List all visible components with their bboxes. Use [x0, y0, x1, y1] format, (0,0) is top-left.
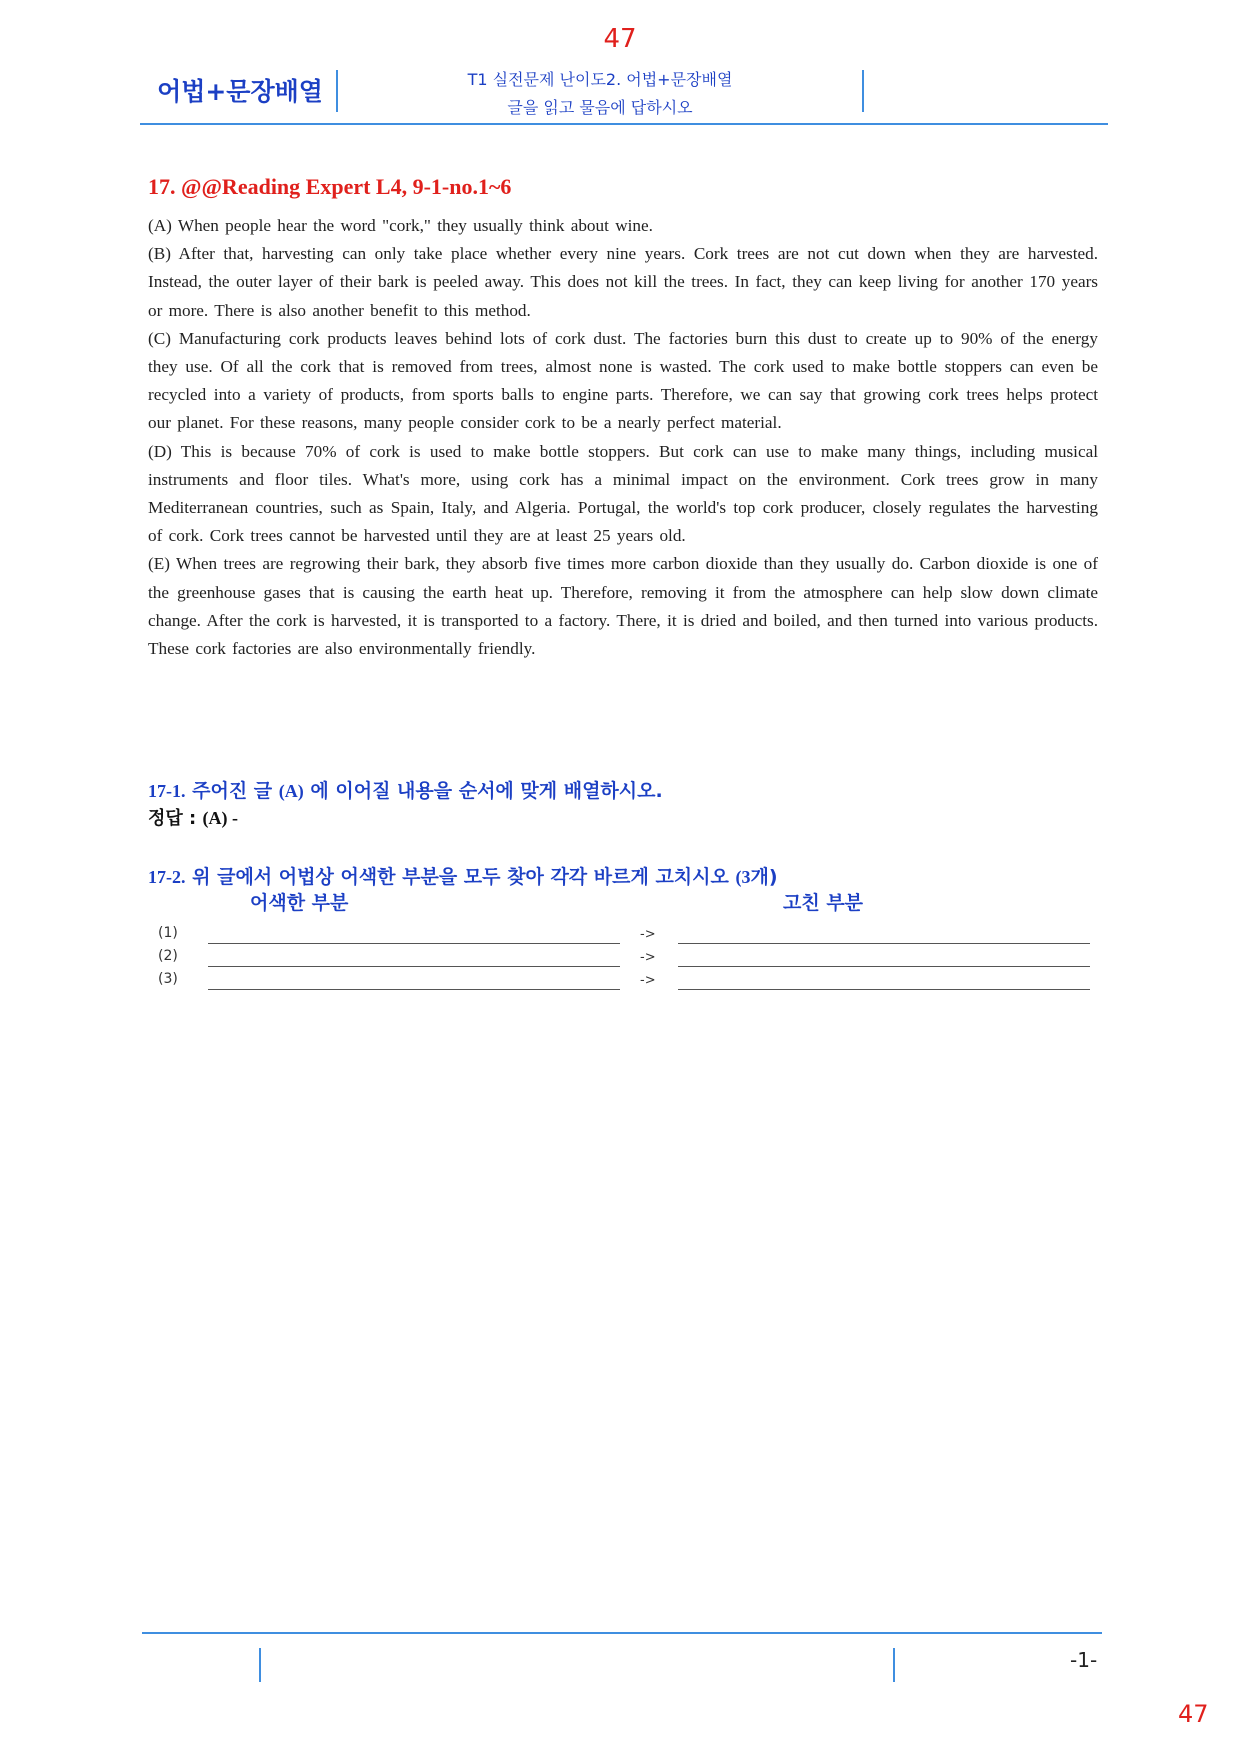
header-rule	[140, 123, 1108, 125]
row-2-wrong-blank[interactable]	[208, 966, 620, 967]
paragraph-b: (B) After that, harvesting can only take place whether every nine years. Cork trees are not cut down when they are harvested. Instead, the outer layer of their bark is peeled away. This does not kill the trees. In fact, they can keep living for another 170 years or more. There is also another benefit to this method.	[148, 244, 1098, 320]
header-subtitle-line2: 글을 읽고 물음에 답하시오	[507, 98, 693, 117]
row-1-fixed-blank[interactable]	[678, 943, 1090, 944]
sub-question-2	[148, 862, 778, 889]
sub-question-1-text-b: (A)	[278, 781, 304, 801]
row-3-wrong-blank[interactable]	[208, 989, 620, 990]
answer-value: (A) -	[202, 808, 239, 828]
question-title: 17. @@Reading Expert L4, 9-1-no.1~6	[148, 174, 512, 199]
column-header-wrong: 어색한 부분	[250, 892, 349, 914]
row-1-label: (1)	[158, 925, 178, 941]
section-title: 어법+문장배열	[157, 77, 323, 106]
row-1-arrow: ->	[640, 927, 656, 942]
corner-page-number: 47	[1178, 1700, 1209, 1728]
row-3-label: (3)	[158, 971, 178, 987]
footer-page-label: -1-	[1070, 1648, 1098, 1672]
row-3-fixed-blank[interactable]	[678, 989, 1090, 990]
paragraph-a: (A) When people hear the word "cork," they usually think about wine.	[148, 216, 653, 235]
sub-question-2-number: 17-2.	[148, 867, 186, 887]
sub-question-1-text-a: 주어진 글	[192, 780, 273, 802]
page-number-top: 47	[603, 24, 637, 54]
sub-question-2-text-a: 위 글에서 어법상 어색한 부분을 모두 찾아 각각 바르게 고치시오	[192, 866, 729, 888]
answer-line	[148, 804, 238, 830]
row-2-label: (2)	[158, 948, 178, 964]
column-header-fixed: 고친 부분	[783, 892, 864, 914]
footer-divider-left	[259, 1648, 261, 1682]
paragraph-d: (D) This is because 70% of cork is used to make bottle stoppers. But cork can use to make many things, including musical instruments and floor tiles. What's more, using cork has a minimal impact on the environment. Cork trees grow in many Mediterranean countries, such as Spain, Italy, and Algeria. Portugal, the world's top cork producer, closely regulates the harvesting of cork. Cork trees cannot be harvested until they are at least 25 years old.	[148, 441, 1098, 546]
row-2-fixed-blank[interactable]	[678, 966, 1090, 967]
sub-question-1-number: 17-1.	[148, 781, 186, 801]
header-subtitle	[340, 66, 860, 122]
paragraph-e: (E) When trees are regrowing their bark, they absorb five times more carbon dioxide than they usually do. Carbon dioxide is one of the greenhouse gases that is causing the earth heat up. Therefore, removing it from the atmosphere can help slow down climate change. After the cork is harvested, it is transported to a factory. There, it is dried and boiled, and then turned into various products. These cork factories are also environmentally friendly.	[148, 554, 1098, 659]
sub-question-1-text-c: 에 이어질 내용을 순서에 맞게 배열하시오.	[310, 780, 663, 802]
footer-rule	[142, 1632, 1102, 1634]
header-divider-left	[336, 70, 338, 112]
sub-question-1	[148, 776, 663, 803]
sub-question-2-text-c: 개)	[750, 866, 778, 888]
answer-label: 정답 :	[148, 808, 197, 829]
header-subtitle-line1: T1 실전문제 난이도2. 어법+문장배열	[467, 70, 733, 89]
row-1-wrong-blank[interactable]	[208, 943, 620, 944]
sub-question-2-text-b: (3	[735, 867, 751, 887]
row-3-arrow: ->	[640, 973, 656, 988]
header-divider-right	[862, 70, 864, 112]
row-2-arrow: ->	[640, 950, 656, 965]
footer-divider-right	[893, 1648, 895, 1682]
passage	[148, 212, 1098, 663]
paragraph-c: (C) Manufacturing cork products leaves behind lots of cork dust. The factories burn this dust to create up to 90% of the energy they use. Of all the cork that is removed from trees, almost none is wasted. The cork used to make bottle stoppers can even be recycled into a variety of products, from sports balls to engine parts. Therefore, we can say that growing cork trees helps protect our planet. For these reasons, many people consider cork to be a nearly perfect material.	[148, 328, 1098, 433]
